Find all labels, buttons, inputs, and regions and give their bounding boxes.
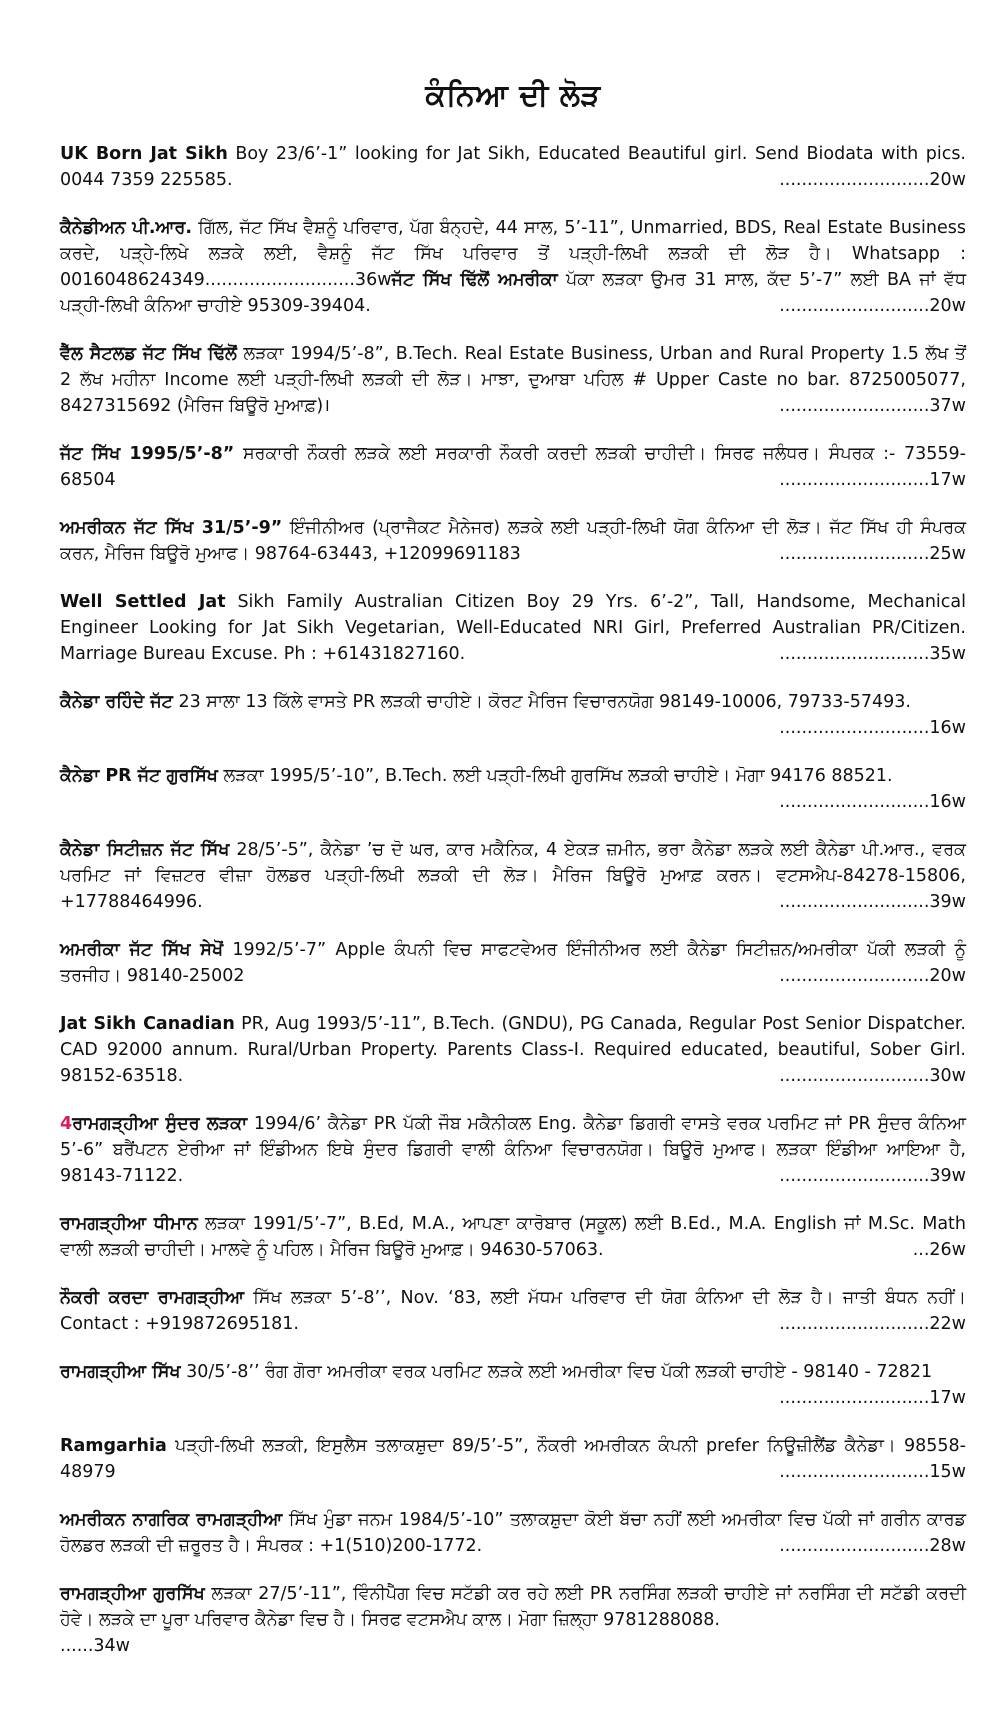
ad-item — [60, 937, 966, 989]
ad-code: ...........................16w — [779, 718, 966, 738]
ad-item — [60, 1111, 966, 1189]
ad-lead: Ramgarhia — [60, 1436, 167, 1456]
ad-item — [60, 763, 966, 815]
ad-item — [60, 1011, 966, 1089]
ad-code: ...........................39w — [779, 892, 966, 912]
ad-lead: ਜੱਟ ਸਿੱਖ 1995/5’-8” — [60, 444, 235, 464]
ad-item — [60, 1285, 966, 1337]
ad-item — [60, 341, 966, 419]
page-title: ਕੰਨਿਆ ਦੀ ਲੋੜ — [425, 78, 601, 113]
ad-body: ਲੜਕਾ 27/5’-11”, ਵਿੰਨੀਪੈੱਗ ਵਿਚ ਸਟੱਡੀ ਕਰ ਰਹੇ ਲਈ PR ਨਰਸਿੰਗ ਲੜਕੀ ਚਾਹੀਏ ਜਾਂ ਨਰਸਿੰਗ ਦੀ ਸਟੱਡੀ ਕਰਦੀ ਹੋਵੇ। ਲੜਕੇ ਦਾ ਪੂਰਾ ਪਰਿਵਾਰ ਕੈਨੇਡਾ ਵਿਚ ਹੈ। ਸਿਰਫ ਵਟਸਐਪ ਕਾਲ। ਮੋਗਾ ਜ਼ਿਲ੍ਹਾ 9781288088. — [60, 1584, 966, 1630]
ad-lead: ਅਮਰੀਕਨ ਜੱਟ ਸਿੱਖ 31/5’-9” — [60, 518, 283, 538]
ad-lead: ਰਾਮਗੜ੍ਹੀਆ ਧੀਮਾਨ — [60, 1214, 198, 1234]
ad-body: 1994/6’ ਕੈਨੇਡਾ PR ਪੱਕੀ ਜੌਬ ਮਕੈਨੀਕਲ Eng. ਕੈਨੇਡਾ ਡਿਗਰੀ ਵਾਸਤੇ ਵਰਕ ਪਰਮਿਟ ਜਾਂ PR ਸੁੰਦਰ ਕੰਨਿਆ 5’-6” ਬਰੈਂਪਟਨ ਏਰੀਆ ਜਾਂ ਇੰਡੀਅਨ ਇਥੇ ਸੁੰਦਰ ਡਿਗਰੀ ਵਾਲੀ ਕੰਨਿਆ ਵਿਚਾਰਨਯੋਗ। ਬਿਊਰੋ ਮੁਆਫ। ਲੜਕਾ ਇੰਡੀਆ ਆਇਆ ਹੈ, 98143-71122. — [60, 1114, 966, 1186]
ad-lead: ਨੌਕਰੀ ਕਰਦਾ ਰਾਮਗੜ੍ਹੀਆ — [60, 1288, 244, 1308]
ad-item — [60, 515, 966, 567]
ad-code: ...........................15w — [779, 1462, 966, 1482]
ad-code: ...........................20w — [779, 966, 966, 986]
ad-body: ਸਰਕਾਰੀ ਨੌਕਰੀ ਲੜਕੇ ਲਈ ਸਰਕਾਰੀ ਨੌਕਰੀ ਕਰਦੀ ਲੜਕੀ ਚਾਹੀਦੀ। ਸਿਰਫ ਜਲੰਧਰ। ਸੰਪਰਕ :- 73559-68504 — [60, 444, 966, 490]
ad-code: ...........................20w — [779, 296, 966, 316]
ad-code: ...........................16w — [779, 792, 966, 812]
ad-item — [60, 1507, 966, 1559]
ad-item — [60, 1433, 966, 1485]
ad-code: ...26w — [912, 1240, 966, 1260]
ad-body: 28/5’-5”, ਕੈਨੇਡਾ ’ਚ ਦੋ ਘਰ, ਕਾਰ ਮਕੈਨਿਕ, 4 ਏਕੜ ਜ਼ਮੀਨ, ਭਰਾ ਕੈਨੇਡਾ ਲੜਕੇ ਲਈ ਕੈਨੇਡਾ ਪੀ.ਆਰ., ਵਰਕ ਪਰਮਿਟ ਜਾਂ ਵਿਜ਼ਟਰ ਵੀਜ਼ਾ ਹੋਲਡਰ ਪੜ੍ਹੀ-ਲਿਖੀ ਲੜਕੀ ਦੀ ਲੋੜ। ਮੈਰਿਜ ਬਿਊਰੋ ਮੁਆਫ਼ ਕਰਨ। ਵਟਸਐਪ-84278-15806, +17788464996. — [60, 840, 966, 912]
ad-code: ...........................22w — [779, 1314, 966, 1334]
ad-item — [60, 1359, 966, 1411]
ad-code: ...........................17w — [779, 1388, 966, 1408]
ad-lead: ਅਮਰੀਕਨ ਨਾਗਰਿਕ ਰਾਮਗੜ੍ਹੀਆ — [60, 1510, 283, 1530]
ad-item — [60, 141, 966, 193]
ad-code: ...........................25w — [779, 544, 966, 564]
ad-item — [60, 441, 966, 493]
ad-body: ਗਿੱਲ, ਜੱਟ ਸਿੱਖ ਵੈਸ਼ਨੂੰ ਪਰਿਵਾਰ, ਪੱਗ ਬੰਨ੍ਹਦੇ, 44 ਸਾਲ, 5’-11”, Unmarried, BDS, Real Estate Business ਕਰਦੇ, ਪੜ੍ਹੇ-ਲਿਖੇ ਲੜਕੇ ਲਈ, ਵੈਸ਼ਨੂੰ ਜੱਟ ਸਿੱਖ ਪਰਿਵਾਰ ਤੋਂ ਪੜ੍ਹੀ-ਲਿਖੀ ਲੜਕੀ ਦੀ ਲੋੜ ਹੈ। Whatsapp : 0016048624349...........................36w — [60, 218, 966, 290]
ad-body: ਸਿੱਖ ਮੁੰਡਾ ਜਨਮ 1984/5’-10” ਤਲਾਕਸ਼ੁਦਾ ਕੋਈ ਬੱਚਾ ਨਹੀਂ ਲਈ ਅਮਰੀਕਾ ਵਿਚ ਪੱਕੀ ਜਾਂ ਗਰੀਨ ਕਾਰਡ ਹੋਲਡਰ ਲੜਕੀ ਦੀ ਜ਼ਰੂਰਤ ਹੈ। ਸੰਪਰਕ : +1(510)200-1772. — [60, 1510, 967, 1556]
ad-code: ...........................37w — [779, 396, 966, 416]
ad-body: ਇੰਜੀਨੀਅਰ (ਪ੍ਰਾਜੈਕਟ ਮੈਨੇਜਰ) ਲੜਕੇ ਲਈ ਪੜ੍ਹੀ-ਲਿਖੀ ਯੋਗ ਕੰਨਿਆ ਦੀ ਲੋੜ। ਜੱਟ ਸਿੱਖ ਹੀ ਸੰਪਰਕ ਕਰਨ, ਮੈਰਿਜ ਬਿਊਰੋ ਮੁਆਫ। 98764-63443, +12099691183 — [60, 518, 967, 564]
ad-code: ...........................17w — [779, 470, 966, 490]
ad-body: ਪੜ੍ਹੀ-ਲਿਖੀ ਲੜਕੀ, ਇਸੁਲੈਸ ਤਲਾਕਸ਼ੁਦਾ 89/5’-5”, ਨੌਕਰੀ ਅਮਰੀਕਨ ਕੰਪਨੀ prefer ਨਿਊਜ਼ੀਲੈਂਡ ਕੈਨੇਡਾ। 98558-48979 — [60, 1436, 966, 1482]
ad-item — [60, 689, 966, 741]
ad-code: ...........................28w — [779, 1536, 966, 1556]
ad-lead: ਕੈਨੇਡਾ PR ਜੱਟ ਗੁਰਸਿੱਖ — [60, 766, 218, 786]
ad-body: ਸਿੱਖ ਲੜਕਾ 5’-8’’, Nov. ‘83, ਲਈ ਮੱਧਮ ਪਰਿਵਾਰ ਦੀ ਯੋਗ ਕੰਨਿਆ ਦੀ ਲੋੜ ਹੈ। ਜਾਤੀ ਬੰਧਨ ਨਹੀਂ। Contact : +919872695181. — [60, 1288, 966, 1334]
ad-body: Sikh Family Australian Citizen Boy 29 Yrs. 6’-2”, Tall, Handsome, Mechanical Engineer Looking for Jat Sikh Vegetarian, Well-Educated NRI Girl, Preferred Australian PR/Citizen. Marriage Bureau Excuse. Ph : +61431827160. — [60, 592, 966, 664]
ad-code: ......34w — [60, 1636, 130, 1656]
ad-lead: ਕੈਨੇਡਾ ਰਹਿੰਦੇ ਜੱਟ — [60, 692, 173, 712]
ad-body: 1992/5’-7” Apple ਕੰਪਨੀ ਵਿਚ ਸਾਫਟਵੇਅਰ ਇੰਜੀਨੀਅਰ ਲਈ ਕੈਨੇਡਾ ਸਿਟੀਜ਼ਨ/ਅਮਰੀਕਾ ਪੱਕੀ ਲੜਕੀ ਨੂੰ ਤਰਜੀਹ। 98140-25002 — [60, 940, 966, 986]
ad-code: ...........................30w — [779, 1066, 966, 1086]
ad-lead: ਕੈਨੇਡਾ ਸਿਟੀਜ਼ਨ ਜੱਟ ਸਿੱਖ — [60, 840, 230, 860]
ad-lead: ਰਾਮਗੜ੍ਹੀਆ ਸਿੱਖ — [60, 1362, 181, 1382]
ad-lead: Jat Sikh Canadian — [60, 1014, 235, 1034]
ad-body: PR, Aug 1993/5’-11”, B.Tech. (GNDU), PG Canada, Regular Post Senior Dispatcher. CAD 92000 annum. Rural/Urban Property. Parents Class-I. Required educated, beautiful, Sober Girl. 98152-63518. — [60, 1014, 966, 1086]
ad-code: ...........................20w — [779, 170, 966, 190]
ad-body: 30/5’-8’’ ਰੰਗ ਗੋਰਾ ਅਮਰੀਕਾ ਵਰਕ ਪਰਮਿਟ ਲੜਕੇ ਲਈ ਅਮਰੀਕਾ ਵਿਚ ਪੱਕੀ ਲੜਕੀ ਚਾਹੀਏ - 98140 - 72821 — [180, 1362, 933, 1382]
ad-lead: ਰਾਮਗੜ੍ਹੀਆ ਗੁਰਸਿੱਖ — [60, 1584, 205, 1604]
ad-lead: ਵੈੱਲ ਸੈਟਲਡ ਜੱਟ ਸਿੱਖ ਢਿੱਲੋਂ — [60, 344, 237, 364]
ad-lead: UK Born Jat Sikh — [60, 144, 228, 164]
ad-lead: ਰਾਮਗੜ੍ਹੀਆ ਸੁੰਦਰ ਲੜਕਾ — [72, 1114, 248, 1134]
ad-body: Boy 23/6’-1” looking for Jat Sikh, Educated Beautiful girl. Send Biodata with pics. 0044 7359 225585. — [60, 144, 966, 190]
ad-code: ...........................35w — [779, 644, 966, 664]
ad-item — [60, 215, 966, 319]
ad-body: ਲੜਕਾ 1991/5’-7”, B.Ed, M.A., ਆਪਣਾ ਕਾਰੋਬਾਰ (ਸਕੂਲ) ਲਈ B.Ed., M.A. English ਜਾਂ M.Sc. Math ਵਾਲੀ ਲੜਕੀ ਚਾਹੀਦੀ। ਮਾਲਵੇ ਨੂੰ ਪਹਿਲ। ਮੈਰਿਜ ਬਿਊਰੋ ਮੁਆਫ਼। 94630-57063. — [60, 1214, 967, 1260]
ad-body: 23 ਸਾਲਾ 13 ਕਿੱਲੇ ਵਾਸਤੇ PR ਲੜਕੀ ਚਾਹੀਏ। ਕੋਰਟ ਮੈਰਿਜ ਵਿਚਾਰਨਯੋਗ 98149-10006, 79733-57493. — [172, 692, 911, 712]
ad-lead: Well Settled Jat — [60, 592, 226, 612]
ad-item — [60, 1211, 966, 1263]
ad-item — [60, 1581, 966, 1659]
ad-item — [60, 837, 966, 915]
ad-body: ਲੜਕਾ 1994/5’-8”, B.Tech. Real Estate Business, Urban and Rural Property 1.5 ਲੱਖ ਤੋਂ 2 ਲੱਖ ਮਹੀਨਾ Income ਲਈ ਪੜ੍ਹੀ-ਲਿਖੀ ਲੜਕੀ ਦੀ ਲੋੜ। ਮਾਝਾ, ਦੁਆਬਾ ਪਹਿਲ # Upper Caste no bar. 8725005077, 8427315692 (ਮੈਰਿਜ ਬਿਊਰੋ ਮੁਆਫ਼)। — [60, 344, 967, 416]
ad-marker: 4 — [60, 1114, 73, 1134]
ad-item — [60, 589, 966, 667]
ad-lead: ਕੈਨੇਡੀਅਨ ਪੀ.ਆਰ. — [60, 218, 193, 238]
ad-lead: ਅਮਰੀਕਾ ਜੱਟ ਸਿੱਖ ਸੇਖੋਂ — [60, 940, 224, 960]
ad-lead-second: ਜੱਟ ਸਿੱਖ ਢਿੱਲੋਂ ਅਮਰੀਕਾ — [391, 270, 558, 290]
ad-code: ...........................39w — [779, 1166, 966, 1186]
ad-body: ਲੜਕਾ 1995/5’-10”, B.Tech. ਲਈ ਪੜ੍ਹੀ-ਲਿਖੀ ਗੁਰਸਿੱਖ ਲੜਕੀ ਚਾਹੀਏ। ਮੋਗਾ 94176 88521. — [217, 766, 893, 786]
ad-body-second: ਪੱਕਾ ਲੜਕਾ ਉਮਰ 31 ਸਾਲ, ਕੱਦ 5’-7” ਲਈ BA ਜਾਂ ਵੱਧ ਪੜ੍ਹੀ-ਲਿਖੀ ਕੰਨਿਆ ਚਾਹੀਏ 95309-39404. — [60, 270, 967, 316]
